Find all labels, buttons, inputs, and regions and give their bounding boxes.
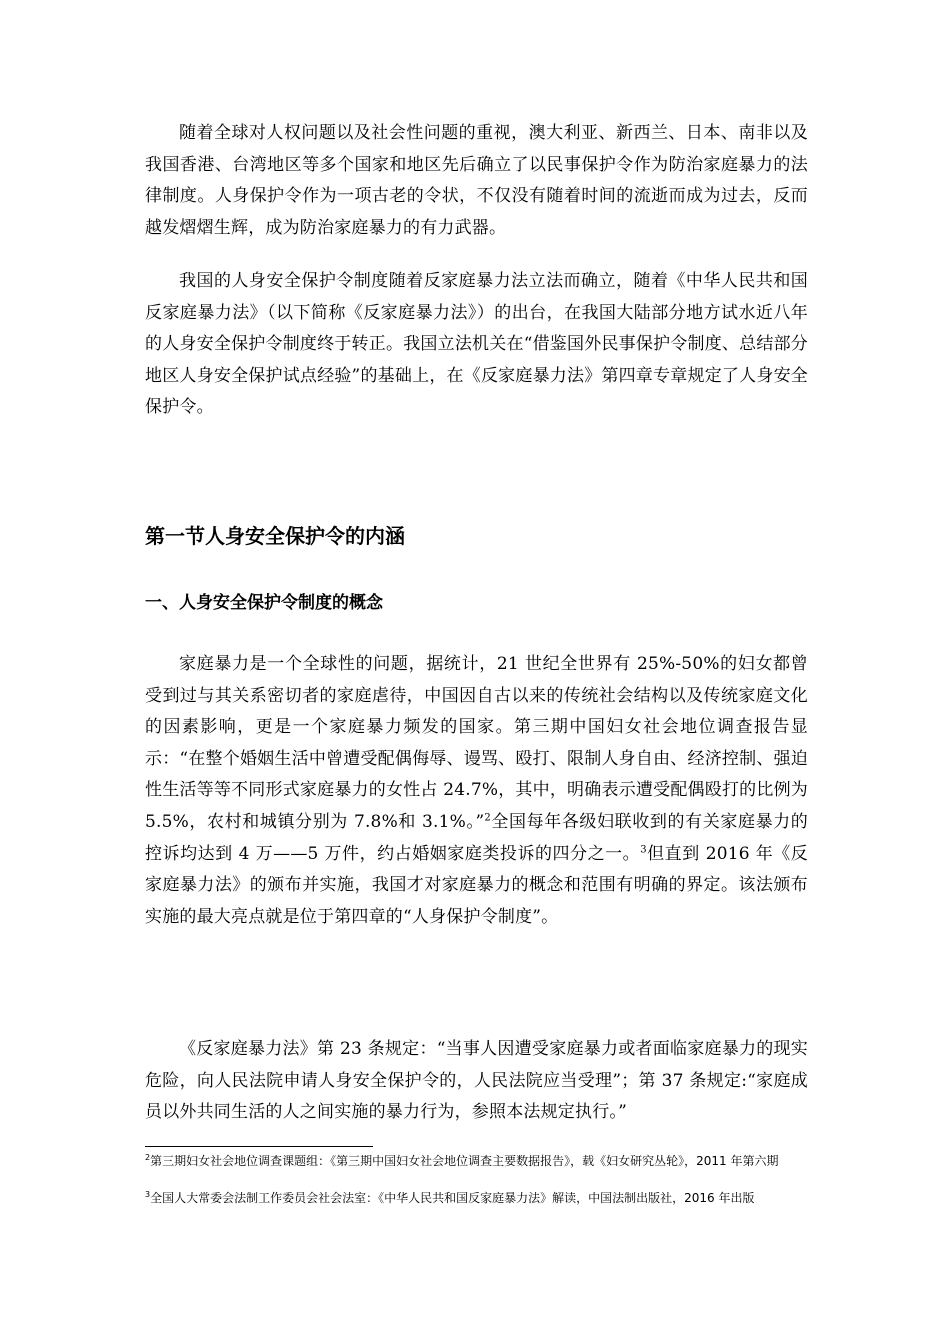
body-paragraph-1: [145, 649, 808, 933]
body-paragraph-1-part-2: 全国每年各级妇联收到的有关家庭暴力的控诉均达到 4 万——5 万件，约占婚姻家庭类投诉的四分之一。: [145, 811, 808, 864]
footnote-ref-2: 2: [484, 812, 491, 824]
body-paragraph-1-part-1: 家庭暴力是一个全球性的问题，据统计，21 世纪全世界有 25%-50%的妇女都曾受到过与其关系密切者的家庭虐待，中国因自古以来的传统社会结构以及传统家庭文化的因素影响，更是一个家庭暴力频发的国家。第三期中国妇女社会地位调查报告显示：“在整个婚姻生活中曾遭受配偶侮辱、谩骂、殴打、限制人身自由、经济控制、强迫性生活等等不同形式家庭暴力的女性占 24.7%，其中，明确表示遭受配偶殴打的比例为 5.5%，农村和城镇分别为 7.8%和 3.1%。”: [145, 654, 808, 832]
intro-paragraph-1: 随着全球对人权问题以及社会性问题的重视，澳大利亚、新西兰、日本、南非以及我国香港、台湾地区等多个国家和地区先后确立了以民事保护令作为防治家庭暴力的法律制度。人身保护令作为一项古老的令状，不仅没有随着时间的流逝而成为过去，反而越发熠熠生辉，成为防治家庭暴力的有力武器。: [145, 123, 808, 238]
footnote-2: [145, 1153, 810, 1171]
intro-paragraph-2: 我国的人身安全保护令制度随着反家庭暴力法立法而确立，随着《中华人民共和国反家庭暴力法》（以下简称《反家庭暴力法》）的出台，在我国大陆部分地方试水近八年的人身安全保护令制度终于转正。我国立法机关在“借鉴国外民事保护令制度、总结部分地区人身安全保护试点经验”的基础上，在《反家庭暴力法》第四章专章规定了人身安全保护令。: [145, 271, 808, 418]
section-subheading: 一、人身安全保护令制度的概念: [145, 593, 383, 613]
footnote-ref-3: 3: [640, 843, 647, 855]
footnote-text: 全国人大常委会法制工作委员会社会法室：《中华人民共和国反家庭暴力法》解读，中国法制出版社，2016 年出版: [150, 1191, 755, 1205]
footnote-number: 2: [145, 1153, 151, 1162]
section-heading: 第一节人身安全保护令的内涵: [145, 524, 405, 548]
footnote-number: 3: [145, 1190, 151, 1199]
body-paragraph-1-part-3: 但直到 2016 年《反家庭暴力法》的颁布并实施，我国才对家庭暴力的概念和范围有明确的界定。该法颁布实施的最大亮点就是位于第四章的“人身保护令制度”。: [145, 843, 808, 927]
footnote-3: [145, 1190, 810, 1208]
footnote-divider: [145, 1146, 373, 1147]
body-paragraph-2: 《反家庭暴力法》第 23 条规定：“当事人因遭受家庭暴力或者面临家庭暴力的现实危险，向人民法院申请人身安全保护令的，人民法院应当受理”；第 37 条规定:“家庭成员以外共同生活的人之间实施的暴力行为，参照本法规定执行。”: [145, 1039, 808, 1123]
footnote-text: 第三期妇女社会地位调查课题组：《第三期中国妇女社会地位调查主要数据报告》，载《妇女研究丛轮》，2011 年第六期: [150, 1154, 779, 1168]
